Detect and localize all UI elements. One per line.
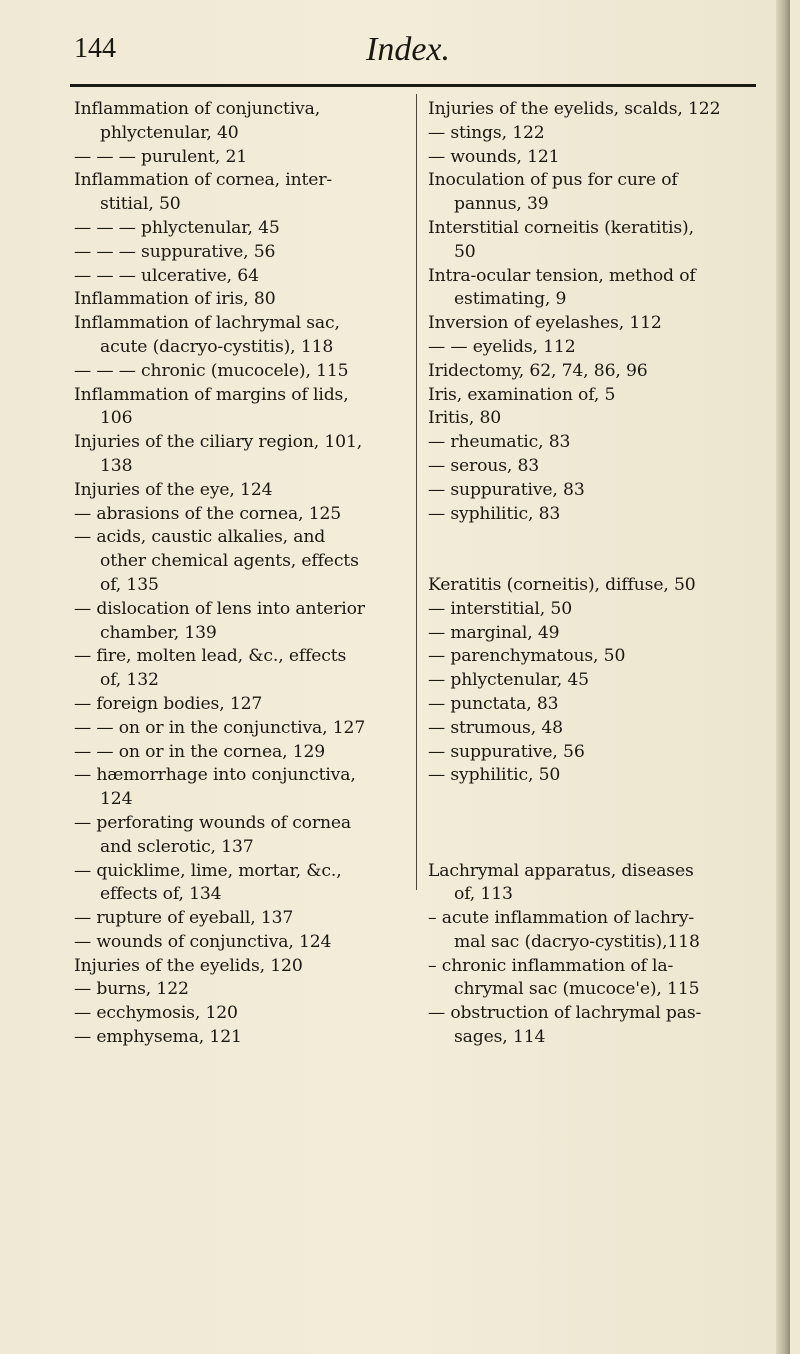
index-entry: — acids, caustic alkalies, and: [74, 527, 326, 548]
index-entry: — suppurative, 56: [428, 741, 585, 762]
index-entry: sages, 114: [454, 1027, 546, 1048]
index-entry: — syphilitic, 83: [428, 503, 561, 524]
index-entry: — hæmorrhage into conjunctiva,: [74, 765, 356, 786]
index-entry: — emphysema, 121: [74, 1027, 242, 1048]
index-entry: — — — chronic (mucocele), 115: [74, 360, 349, 381]
index-entry: — syphilitic, 50: [428, 765, 561, 786]
index-entry: chamber, 139: [100, 622, 217, 643]
index-entry: — serous, 83: [428, 455, 540, 476]
section-gap: [428, 812, 768, 836]
index-entry: — — on or in the cornea, 129: [74, 741, 326, 762]
index-entry: — wounds of conjunctiva, 124: [74, 931, 332, 952]
page-edge: [776, 0, 790, 1354]
header-rule: [70, 84, 756, 87]
index-entry: Intra-ocular tension, method of: [428, 265, 696, 286]
index-entry: Interstitial corneitis (keratitis),: [428, 217, 694, 238]
index-entry: — stings, 122: [428, 122, 545, 143]
page-number: 144: [74, 33, 116, 64]
index-entry: and sclerotic, 137: [100, 836, 254, 857]
index-entry: — marginal, 49: [428, 622, 560, 643]
index-entry: other chemical agents, effects: [100, 551, 359, 572]
column-divider: [416, 94, 417, 890]
index-entry: Iridectomy, 62, 74, 86, 96: [428, 360, 648, 381]
index-entry: — interstitial, 50: [428, 598, 572, 619]
index-entry: — punctata, 83: [428, 693, 559, 714]
index-entry: Injuries of the ciliary region, 101,: [74, 432, 363, 453]
index-entry: — rheumatic, 83: [428, 432, 571, 453]
index-entry: effects of, 134: [100, 884, 222, 905]
index-entry: — fire, molten lead, &c., effects: [74, 646, 347, 667]
index-entry: Keratitis (corneitis), diffuse, 50: [428, 574, 696, 595]
index-entry: — burns, 122: [74, 979, 189, 1000]
index-entry: — wounds, 121: [428, 146, 560, 167]
index-entry: Inversion of eyelashes, 112: [428, 313, 662, 334]
index-entry: — rupture of eyeball, 137: [74, 908, 294, 929]
index-entry: — quicklime, lime, mortar, &c.,: [74, 860, 342, 881]
right-index-column: [428, 98, 768, 1050]
index-entry: 138: [100, 455, 133, 476]
index-entry: Injuries of the eyelids, scalds, 122: [428, 99, 721, 119]
index-entry: — — — purulent, 21: [74, 146, 248, 167]
index-entry: — ecchymosis, 120: [74, 1003, 238, 1024]
index-entry: — obstruction of lachrymal pas-: [428, 1003, 702, 1024]
section-gap: [428, 788, 768, 812]
index-entry: — — on or in the conjunctiva, 127: [74, 717, 366, 738]
index-entry: – acute inflammation of lachry-: [428, 908, 695, 929]
index-entry: chrymal sac (mucoce'e), 115: [454, 979, 700, 1000]
index-entry: Iritis, 80: [428, 408, 502, 429]
index-entry: of, 113: [454, 884, 513, 905]
index-entry: — foreign bodies, 127: [74, 693, 263, 714]
index-entry: Inflammation of margins of lids,: [74, 384, 349, 405]
index-entry: of, 135: [100, 574, 159, 595]
index-entry: 106: [100, 408, 133, 429]
index-entry: of, 132: [100, 670, 159, 691]
index-entry: — — — ulcerative, 64: [74, 265, 259, 286]
index-entry: – chronic inflammation of la-: [428, 955, 674, 976]
index-entry: — — — phlyctenular, 45: [74, 217, 280, 238]
left-index-column: [74, 98, 398, 1050]
section-gap: [428, 836, 768, 860]
index-entry: Inoculation of pus for cure of: [428, 170, 678, 191]
index-entry: 124: [100, 789, 133, 810]
index-entry: — parenchymatous, 50: [428, 646, 626, 667]
index-entry: — strumous, 48: [428, 717, 563, 738]
index-entry: Inflammation of conjunctiva,: [74, 99, 321, 119]
index-entry: phlyctenular, 40: [100, 122, 239, 143]
index-entry: — — — suppurative, 56: [74, 241, 276, 262]
index-entry: — suppurative, 83: [428, 479, 585, 500]
index-entry: — abrasions of the cornea, 125: [74, 503, 342, 524]
running-title: Index.: [366, 31, 451, 68]
index-entry: estimating, 9: [454, 289, 567, 310]
index-entry: 50: [454, 241, 476, 262]
index-entry: Injuries of the eye, 124: [74, 479, 273, 500]
index-entry: pannus, 39: [454, 194, 549, 215]
index-entry: stitial, 50: [100, 194, 181, 215]
index-entry: Iris, examination of, 5: [428, 384, 616, 405]
index-entry: Inflammation of lachrymal sac,: [74, 313, 340, 334]
index-entry: — dislocation of lens into anterior: [74, 598, 365, 619]
index-entry: mal sac (dacryo-cystitis),118: [454, 931, 700, 952]
index-entry: Injuries of the eyelids, 120: [74, 955, 303, 976]
section-gap: [428, 550, 768, 574]
index-entry: Lachrymal apparatus, diseases: [428, 860, 694, 881]
index-entry: — — eyelids, 112: [428, 336, 576, 357]
index-entry: — phlyctenular, 45: [428, 670, 589, 691]
index-entry: acute (dacryo-cystitis), 118: [100, 336, 334, 357]
index-entry: Inflammation of cornea, inter-: [74, 170, 333, 191]
index-entry: — perforating wounds of cornea: [74, 812, 351, 833]
section-gap: [428, 526, 768, 550]
index-entry: Inflammation of iris, 80: [74, 289, 276, 310]
